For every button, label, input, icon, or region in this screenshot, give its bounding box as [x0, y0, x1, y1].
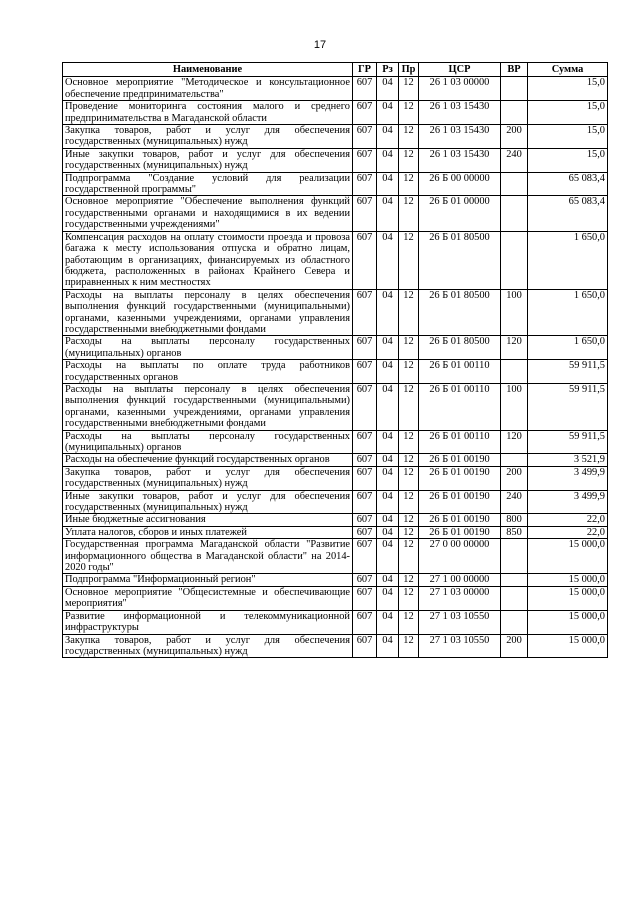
cell-rz: 04: [377, 454, 399, 466]
cell-pr: 12: [399, 196, 419, 231]
cell-pr: 12: [399, 148, 419, 172]
cell-pr: 12: [399, 610, 419, 634]
table-row: [63, 574, 608, 586]
cell-gr: 607: [353, 634, 377, 658]
cell-rz: 04: [377, 610, 399, 634]
cell-sum: 1 650,0: [528, 336, 608, 360]
cell-name: Расходы на выплаты по оплате труда работников государственных органов: [63, 360, 353, 384]
table-row: [63, 336, 608, 360]
table-row: [63, 610, 608, 634]
cell-rz: 04: [377, 125, 399, 149]
cell-csr: 26 Б 01 00110: [419, 383, 501, 430]
cell-name: Расходы на обеспечение функций государственных органов: [63, 454, 353, 466]
cell-rz: 04: [377, 101, 399, 125]
cell-vr: [501, 77, 528, 101]
cell-gr: 607: [353, 610, 377, 634]
table-row: [63, 539, 608, 574]
cell-gr: 607: [353, 454, 377, 466]
cell-pr: 12: [399, 289, 419, 336]
cell-rz: 04: [377, 196, 399, 231]
cell-sum: 15,0: [528, 101, 608, 125]
header-gr: ГР: [353, 63, 377, 77]
cell-pr: 12: [399, 101, 419, 125]
cell-sum: 15 000,0: [528, 539, 608, 574]
cell-sum: 65 083,4: [528, 172, 608, 196]
cell-pr: 12: [399, 125, 419, 149]
cell-name: Иные закупки товаров, работ и услуг для обеспечения государственных (муниципальных) нужд: [63, 148, 353, 172]
cell-rz: 04: [377, 586, 399, 610]
cell-rz: 04: [377, 383, 399, 430]
cell-pr: 12: [399, 526, 419, 538]
table-row: [63, 125, 608, 149]
cell-name: Закупка товаров, работ и услуг для обеспечения государственных (муниципальных) нужд: [63, 466, 353, 490]
cell-rz: 04: [377, 490, 399, 514]
cell-pr: 12: [399, 634, 419, 658]
cell-name: Развитие информационной и телекоммуникационной инфраструктуры: [63, 610, 353, 634]
table-row: [63, 430, 608, 454]
cell-pr: 12: [399, 77, 419, 101]
table-row: [63, 101, 608, 125]
cell-gr: 607: [353, 231, 377, 289]
cell-gr: 607: [353, 526, 377, 538]
page-number: 17: [313, 39, 327, 51]
cell-rz: 04: [377, 77, 399, 101]
table-body: [63, 77, 608, 658]
cell-name: Закупка товаров, работ и услуг для обеспечения государственных (муниципальных) нужд: [63, 634, 353, 658]
cell-csr: 27 0 00 00000: [419, 539, 501, 574]
cell-gr: 607: [353, 148, 377, 172]
cell-vr: [501, 610, 528, 634]
cell-sum: 15 000,0: [528, 574, 608, 586]
cell-gr: 607: [353, 360, 377, 384]
cell-sum: 3 521,9: [528, 454, 608, 466]
cell-name: Иные закупки товаров, работ и услуг для обеспечения государственных (муниципальных) нужд: [63, 490, 353, 514]
cell-vr: [501, 101, 528, 125]
cell-vr: 120: [501, 430, 528, 454]
cell-csr: 26 Б 01 00190: [419, 526, 501, 538]
cell-sum: 15,0: [528, 77, 608, 101]
cell-rz: 04: [377, 148, 399, 172]
cell-sum: 22,0: [528, 514, 608, 526]
cell-gr: 607: [353, 514, 377, 526]
table-row: [63, 172, 608, 196]
cell-csr: 26 Б 01 00110: [419, 360, 501, 384]
cell-csr: 26 Б 01 80500: [419, 336, 501, 360]
header-pr: Пр: [399, 63, 419, 77]
cell-gr: 607: [353, 430, 377, 454]
cell-rz: 04: [377, 539, 399, 574]
cell-rz: 04: [377, 172, 399, 196]
cell-gr: 607: [353, 125, 377, 149]
cell-vr: 200: [501, 634, 528, 658]
table-row: [63, 289, 608, 336]
table-row: [63, 231, 608, 289]
cell-rz: 04: [377, 466, 399, 490]
cell-gr: 607: [353, 586, 377, 610]
cell-name: Проведение мониторинга состояния малого и среднего предпринимательства в Магаданской области: [63, 101, 353, 125]
cell-vr: 240: [501, 148, 528, 172]
cell-gr: 607: [353, 101, 377, 125]
cell-vr: [501, 196, 528, 231]
table-row: [63, 454, 608, 466]
cell-csr: 26 1 03 15430: [419, 125, 501, 149]
cell-sum: 3 499,9: [528, 490, 608, 514]
table-row: [63, 196, 608, 231]
cell-pr: 12: [399, 586, 419, 610]
table-row: [63, 526, 608, 538]
cell-vr: 850: [501, 526, 528, 538]
cell-vr: 240: [501, 490, 528, 514]
cell-sum: 59 911,5: [528, 383, 608, 430]
cell-vr: [501, 539, 528, 574]
cell-pr: 12: [399, 574, 419, 586]
cell-csr: 26 1 03 15430: [419, 101, 501, 125]
cell-vr: [501, 574, 528, 586]
cell-name: Основное мероприятие "Методическое и консультационное обеспечение предпринимательства": [63, 77, 353, 101]
cell-sum: 15,0: [528, 148, 608, 172]
cell-pr: 12: [399, 383, 419, 430]
cell-pr: 12: [399, 360, 419, 384]
cell-gr: 607: [353, 336, 377, 360]
cell-rz: 04: [377, 360, 399, 384]
cell-rz: 04: [377, 289, 399, 336]
cell-pr: 12: [399, 172, 419, 196]
cell-sum: 1 650,0: [528, 289, 608, 336]
cell-sum: 59 911,5: [528, 360, 608, 384]
header-csr: ЦСР: [419, 63, 501, 77]
cell-name: Компенсация расходов на оплату стоимости проезда и провоза багажа к месту использования отпуска и обратно лицам, работающим в организациях, финансируемых из областного бюджета, расположенных в районах Крайнего Севера и приравненных к ним местностях: [63, 231, 353, 289]
cell-vr: [501, 586, 528, 610]
cell-gr: 607: [353, 172, 377, 196]
cell-csr: 26 1 03 15430: [419, 148, 501, 172]
cell-gr: 607: [353, 574, 377, 586]
cell-pr: 12: [399, 539, 419, 574]
cell-gr: 607: [353, 196, 377, 231]
cell-pr: 12: [399, 514, 419, 526]
cell-sum: 15 000,0: [528, 610, 608, 634]
cell-pr: 12: [399, 454, 419, 466]
cell-csr: 26 Б 00 00000: [419, 172, 501, 196]
cell-name: Подпрограмма "Информационный регион": [63, 574, 353, 586]
cell-csr: 26 Б 01 80500: [419, 289, 501, 336]
cell-csr: 26 Б 01 00000: [419, 196, 501, 231]
cell-sum: 65 083,4: [528, 196, 608, 231]
table-row: [63, 360, 608, 384]
cell-csr: 27 1 00 00000: [419, 574, 501, 586]
cell-name: Расходы на выплаты персоналу государственных (муниципальных) органов: [63, 430, 353, 454]
table-row: [63, 383, 608, 430]
cell-csr: 26 Б 01 00190: [419, 514, 501, 526]
cell-vr: 120: [501, 336, 528, 360]
table-row: [63, 490, 608, 514]
cell-vr: [501, 360, 528, 384]
cell-pr: 12: [399, 430, 419, 454]
cell-vr: 100: [501, 383, 528, 430]
header-rz: Рз: [377, 63, 399, 77]
cell-name: Расходы на выплаты персоналу в целях обеспечения выполнения функций государственными (муниципальными) органами, казенными учреждениями, органами управления государственными внебюджетными фондами: [63, 383, 353, 430]
table-row: [63, 586, 608, 610]
cell-gr: 607: [353, 466, 377, 490]
cell-sum: 15,0: [528, 125, 608, 149]
cell-name: Расходы на выплаты персоналу государственных (муниципальных) органов: [63, 336, 353, 360]
table-row: [63, 148, 608, 172]
cell-name: Государственная программа Магаданской области "Развитие информационного общества в Магаданской области" на 2014-2020 годы": [63, 539, 353, 574]
table-row: [63, 514, 608, 526]
cell-sum: 59 911,5: [528, 430, 608, 454]
cell-vr: [501, 172, 528, 196]
header-vr: ВР: [501, 63, 528, 77]
table-header-row: [63, 63, 608, 77]
cell-rz: 04: [377, 574, 399, 586]
cell-gr: 607: [353, 383, 377, 430]
cell-rz: 04: [377, 336, 399, 360]
header-sum: Сумма: [528, 63, 608, 77]
cell-name: Подпрограмма "Создание условий для реализации государственной программы": [63, 172, 353, 196]
cell-name: Иные бюджетные ассигнования: [63, 514, 353, 526]
cell-pr: 12: [399, 336, 419, 360]
cell-rz: 04: [377, 231, 399, 289]
cell-gr: 607: [353, 77, 377, 101]
cell-gr: 607: [353, 539, 377, 574]
cell-csr: 26 Б 01 80500: [419, 231, 501, 289]
cell-pr: 12: [399, 466, 419, 490]
table-row: [63, 634, 608, 658]
cell-rz: 04: [377, 526, 399, 538]
cell-sum: 3 499,9: [528, 466, 608, 490]
cell-vr: 100: [501, 289, 528, 336]
header-name: Наименование: [63, 63, 353, 77]
cell-rz: 04: [377, 634, 399, 658]
cell-vr: 200: [501, 125, 528, 149]
cell-csr: 26 Б 01 00190: [419, 466, 501, 490]
cell-vr: 200: [501, 466, 528, 490]
cell-pr: 12: [399, 231, 419, 289]
cell-rz: 04: [377, 514, 399, 526]
cell-gr: 607: [353, 490, 377, 514]
cell-csr: 26 Б 01 00190: [419, 490, 501, 514]
cell-csr: 27 1 03 00000: [419, 586, 501, 610]
cell-rz: 04: [377, 430, 399, 454]
cell-csr: 26 1 03 00000: [419, 77, 501, 101]
table-row: [63, 77, 608, 101]
cell-csr: 27 1 03 10550: [419, 634, 501, 658]
cell-name: Расходы на выплаты персоналу в целях обеспечения выполнения функций государственными (муниципальными) органами, казенными учреждениями, органами управления государственными внебюджетными фондами: [63, 289, 353, 336]
cell-csr: 27 1 03 10550: [419, 610, 501, 634]
cell-csr: 26 Б 01 00110: [419, 430, 501, 454]
cell-pr: 12: [399, 490, 419, 514]
cell-sum: 1 650,0: [528, 231, 608, 289]
budget-table: [62, 62, 608, 658]
cell-name: Закупка товаров, работ и услуг для обеспечения государственных (муниципальных) нужд: [63, 125, 353, 149]
cell-sum: 15 000,0: [528, 634, 608, 658]
cell-name: Основное мероприятие "Обеспечение выполнения функций государственными органами и находящимися в их ведении государственными учреждениями": [63, 196, 353, 231]
cell-sum: 22,0: [528, 526, 608, 538]
cell-vr: [501, 231, 528, 289]
cell-name: Основное мероприятие "Общесистемные и обеспечивающие мероприятия": [63, 586, 353, 610]
table-row: [63, 466, 608, 490]
cell-gr: 607: [353, 289, 377, 336]
cell-name: Уплата налогов, сборов и иных платежей: [63, 526, 353, 538]
cell-vr: [501, 454, 528, 466]
cell-csr: 26 Б 01 00190: [419, 454, 501, 466]
cell-vr: 800: [501, 514, 528, 526]
cell-sum: 15 000,0: [528, 586, 608, 610]
